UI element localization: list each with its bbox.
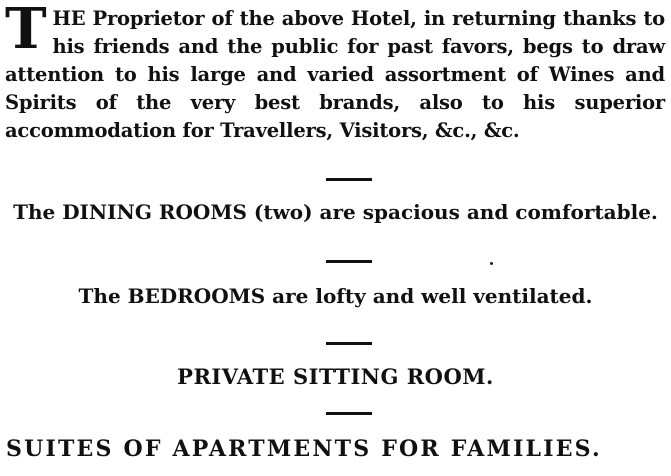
private-sitting-room-line: PRIVATE SITTING ROOM. [177,364,494,389]
section-divider [326,178,372,181]
dining-rooms-line: The DINING ROOMS (two) are spacious and comfortable. [13,200,658,224]
drop-cap-initial: T [5,0,47,62]
section-divider [326,342,372,345]
section-divider [326,260,372,263]
section-divider [326,412,372,415]
bedrooms-line: The BEDROOMS are lofty and well ventilated. [78,284,593,308]
suites-of-apartments-line: SUITES OF APARTMENTS FOR FAMILIES. [6,436,602,462]
ink-speck [490,262,493,265]
intro-text: HE Proprietor of the above Hotel, in returning thanks to his friends and the public for past favors, begs to draw attention to his large and varied assortment of Wines and Spirits of the very best brands, also to his superior accommodation for Travellers, Visitors, &c., &c. [5,7,665,142]
intro-paragraph [5,0,665,145]
